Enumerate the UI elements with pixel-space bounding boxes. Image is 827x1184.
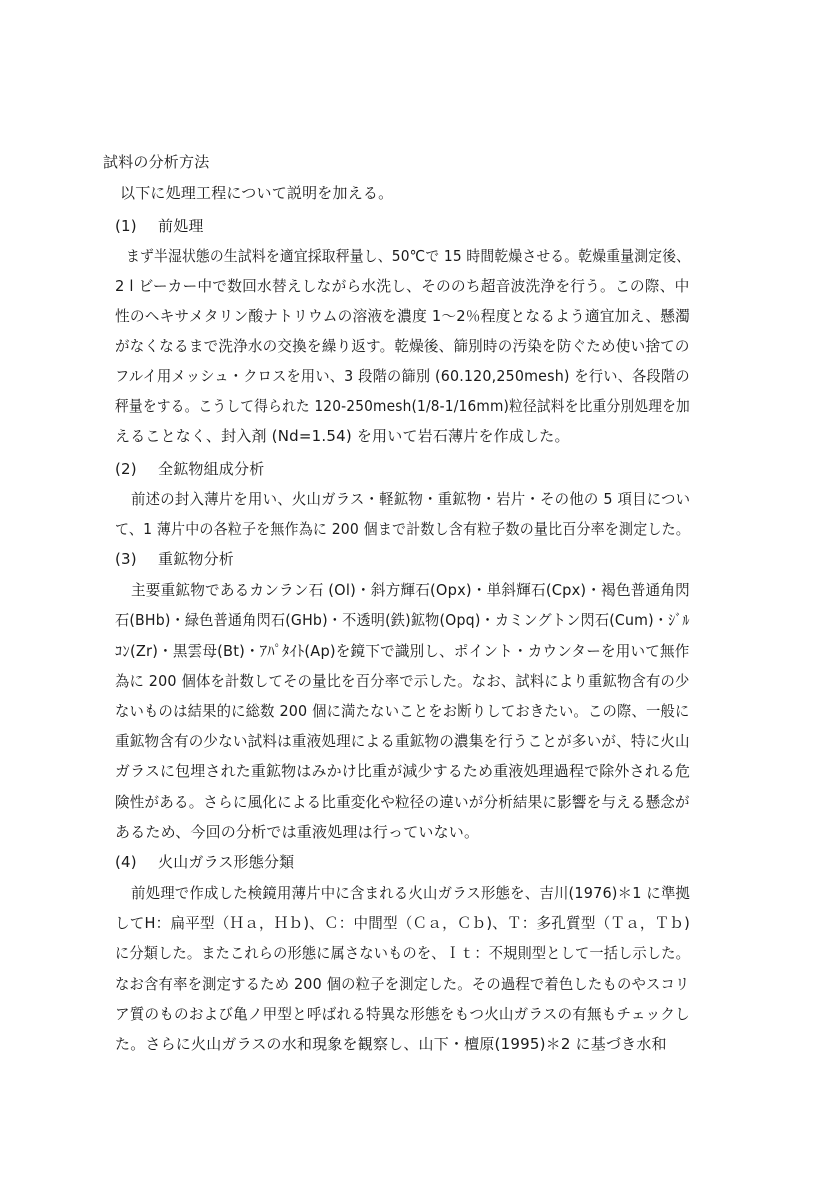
section-1-line-4: がなくなるまで洗浄水の交換を繰り返す。乾燥後、篩別時の汚染を防ぐため使い捨ての	[115, 337, 690, 355]
section-1-line-3: 性のヘキサメタリン酸ナトリウムの溶液を濃度 1～2％程度となるよう適宜加え、懸濁	[115, 307, 691, 325]
section-1-line-6: 秤量をする。こうして得られた 120-250mesh(1/8-1/16mm)粒径試料を比重分別処理を加	[115, 397, 690, 415]
section-3-line-4: 為に 200 個体を計数してその量比を百分率で示した。なお、試料により重鉱物含有の少	[115, 672, 690, 690]
section-3-number: (3)	[115, 550, 137, 568]
section-3-line-3: ｺﾝ(Zr)・黒雲母(Bt)・ｱﾊﾟﾀｲﾄ(Ap)を鏡下で識別し、ポイント・カウンターを用いて無作	[115, 642, 690, 660]
section-2-line-1: 前述の封入薄片を用い、火山ガラス・軽鉱物・重鉱物・岩片・その他の 5 項目につい	[131, 490, 691, 508]
section-1-number: (1)	[115, 217, 137, 235]
section-4-line-5: ア質のものおよび亀ノ甲型と呼ばれる特異な形態をもつ火山ガラスの有無もチェックし	[115, 1005, 690, 1023]
section-2-line-2: て、1 薄片中の各粒子を無作為に 200 個まで計数し含有粒子数の量比百分率を測定した。	[115, 520, 690, 538]
section-1-line-5: フルイ用メッシュ・クロスを用い、3 段階の篩別 (60.120,250mesh) を行い、各段階の	[115, 367, 690, 385]
section-3-line-6: 重鉱物含有の少ない試料は重液処理による重鉱物の濃集を行うことが多いが、特に火山	[115, 732, 690, 750]
section-3-line-1: 主要重鉱物であるカンラン石 (Ol)・斜方輝石(Opx)・単斜輝石(Cpx)・褐色普通角閃	[131, 581, 690, 599]
section-2-heading: 全鉱物組成分析	[158, 460, 265, 478]
section-1-line-1: まず半湿状態の生試料を適宜採取秤量し、50℃で 15 時間乾燥させる。乾燥重量測定後、	[126, 247, 691, 265]
section-4-heading: 火山ガラス形態分類	[158, 853, 295, 871]
section-3-line-7: ガラスに包埋された重鉱物はみかけ比重が減少するため重液処理過程で除外される危	[115, 762, 691, 780]
section-1-line-7: えることなく、封入剤 (Nd=1.54) を用いて岩石薄片を作成した。	[115, 427, 570, 445]
section-4-number: (4)	[115, 853, 137, 871]
section-1-heading: 前処理	[158, 217, 204, 235]
section-3-line-2: 石(BHb)・緑色普通角閃石(GHb)・不透明(鉄)鉱物(Opq)・カミングトン閃石(Cum)・ｼﾞﾙ	[115, 611, 690, 629]
document-title: 試料の分析方法	[103, 153, 210, 171]
section-4-line-6: た。さらに火山ガラスの水和現象を観察し、山下・檀原(1995)＊2 に基づき水和	[115, 1035, 667, 1053]
section-3-line-9: あるため、今回の分析では重液処理は行っていない。	[115, 823, 480, 841]
section-3-line-5: ないものは結果的に総数 200 個に満たないことをお断りしておきたい。この際、一般に	[115, 702, 690, 720]
section-2-number: (2)	[115, 460, 137, 478]
section-3-line-8: 険性がある。さらに風化による比重変化や粒径の違いが分析結果に影響を与える懸念が	[115, 793, 690, 811]
section-4-line-1: 前処理で作成した検鏡用薄片中に含まれる火山ガラス形態を、吉川(1976)＊1 に準拠	[131, 884, 691, 902]
section-4-line-3: に分類した。またこれらの形態に属さないものを、Ｉｔ：不規則型として一括し示した。	[115, 944, 691, 962]
intro-text: 以下に処理工程について説明を加える。	[120, 184, 394, 202]
section-3-heading: 重鉱物分析	[158, 550, 235, 568]
section-4-line-4: なお含有率を測定するため 200 個の粒子を測定した。その過程で着色したものやスコリ	[115, 975, 690, 993]
section-4-line-2: してH：扁平型（Ｈａ，Ｈｂ)、Ｃ：中間型（Ｃａ，Ｃｂ)、Ｔ：多孔質型（Ｔａ，Ｔｂ)	[115, 914, 691, 932]
section-1-line-2: 2 l ビーカー中で数回水替えしながら水洗し、そののち超音波洗浄を行う。この際、中	[115, 277, 690, 295]
